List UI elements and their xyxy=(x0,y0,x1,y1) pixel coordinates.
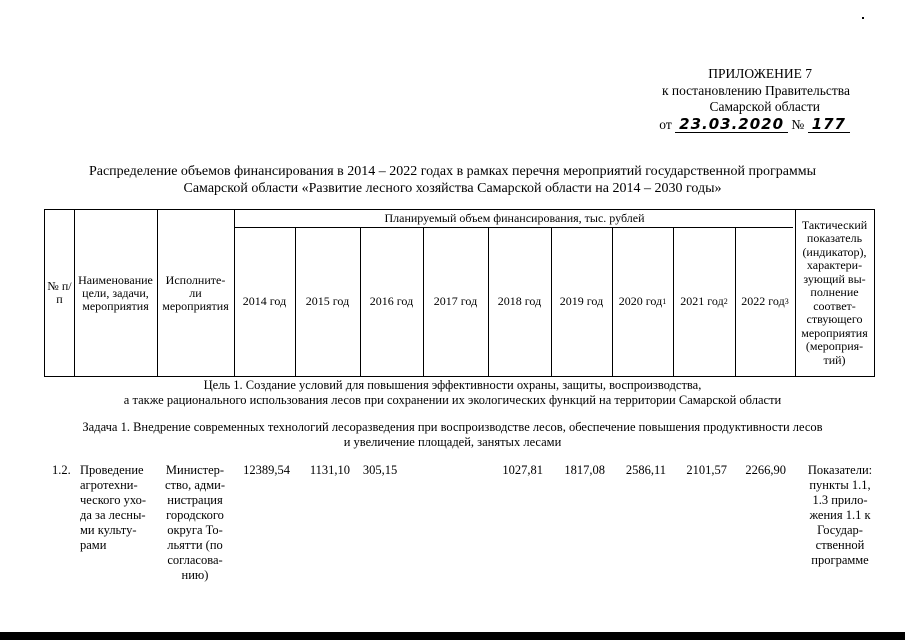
date-prefix: от xyxy=(659,116,672,132)
goal-text xyxy=(30,378,875,408)
annex-line1: к постановлению Правительства xyxy=(661,82,850,98)
header-year: 2016 год xyxy=(369,294,414,308)
goal-line1: Цель 1. Создание условий для повышения эффективности охраны, защиты, воспроизводства, xyxy=(203,378,702,392)
title-line1: Распределение объемов финансирования в 2014 – 2022 годах в рамках перечня мероприятий государственной программы xyxy=(88,164,817,179)
header-year: 2019 год xyxy=(559,294,604,308)
document-title xyxy=(30,163,875,197)
value-2015: 1131,10 xyxy=(309,463,350,477)
value-2016: 305,15 xyxy=(362,463,398,477)
value-2018: 1027,81 xyxy=(502,463,543,477)
header-name: Наименование цели, задачи, мероприятия xyxy=(78,272,153,313)
header-year: 2020 год 1 xyxy=(618,294,667,308)
header-executor: Исполните-ли мероприятия xyxy=(162,272,229,313)
handwritten-date: 23.03.2020 xyxy=(675,116,788,134)
annex-line2: Самарской области xyxy=(709,99,820,114)
row-name: Проведение агротехни- ческого ухо- да за лесны- ми культу- рами xyxy=(80,463,147,552)
annex-block xyxy=(590,66,850,133)
annex-title: ПРИЛОЖЕНИЕ 7 xyxy=(708,66,812,81)
header-year: 2018 год xyxy=(497,294,542,308)
goal-line2: а также рационального использования лесов при сохранении их экологических функций на территории Самарской области xyxy=(123,393,782,407)
value-2022: 2266,90 xyxy=(745,463,786,477)
number-prefix: № xyxy=(791,116,805,132)
title-line2: Самарской области «Развитие лесного хозяйства Самарской области на 2014 – 2030 годы» xyxy=(183,181,722,196)
header-year: 2022 год 3 xyxy=(741,294,789,308)
header-table xyxy=(44,209,875,377)
header-year: 2015 год xyxy=(305,294,350,308)
header-year: 2017 год xyxy=(433,294,478,308)
header-year: 2014 год xyxy=(242,294,287,308)
value-2021: 2101,57 xyxy=(686,463,727,477)
value-2019: 1817,08 xyxy=(564,463,605,477)
row-indicator: Показатели: пункты 1.1, 1.3 прило- жения 1.1 к Государ- ственной программе xyxy=(807,463,873,567)
annex-date-line xyxy=(590,116,850,134)
task-line2: и увеличение площадей, занятых лесами xyxy=(343,435,562,449)
scan-edge-bottom xyxy=(0,632,905,640)
header-planned: Планируемый объем финансирования, тыс. рублей xyxy=(384,211,645,225)
value-2014: 12389,54 xyxy=(243,463,290,477)
handwritten-number: 177 xyxy=(808,116,850,134)
task-text xyxy=(30,420,875,450)
scan-dot xyxy=(862,17,864,19)
header-year: 2021 год 2 xyxy=(680,294,728,308)
row-num: 1.2. xyxy=(52,463,71,477)
value-2020: 2586,11 xyxy=(625,463,666,477)
task-line1: Задача 1. Внедрение современных технологий лесоразведения при воспроизводстве лесов, обеспечение повышения продуктивности лесов xyxy=(82,420,823,434)
header-indicator: Тактический показатель (индикатор), характери-зующий вы-полнение соответ-ствующего мероприятия (мероприя-тий) xyxy=(801,217,868,367)
row-executor: Министер- ство, адми- нистрация городского округа То- льятти (по согласова- нию) xyxy=(165,463,225,582)
header-num: № п/п xyxy=(47,279,72,306)
